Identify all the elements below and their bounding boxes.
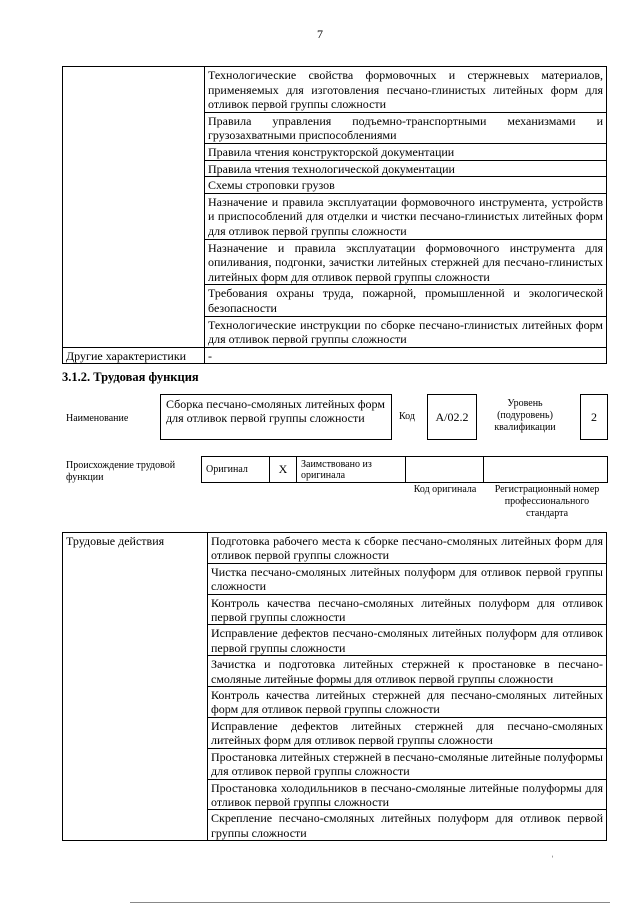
level-value-box: 2 [580,394,608,440]
table-row [63,67,607,113]
code-value-box: A/02.2 [427,394,477,440]
labor-action-item: Простановка холодильников в песчано-смоляные литейные полуформы для отливок первой группы сложности [208,779,607,810]
function-name-box: Сборка песчано-смоляных литейных форм для отливок первой группы сложности [160,394,392,440]
labor-action-item: Зачистка и подготовка литейных стержней к простановке в песчано-смоляные литейные формы для отливок первой группы сложности [208,656,607,687]
knowledge-item: Схемы строповки грузов [205,177,607,194]
origin-label: Происхождение трудовой функции [66,460,176,483]
original-code-caption: Код оригинала [413,484,477,495]
original-code-cell [406,456,484,483]
knowledge-item: Технологические свойства формовочных и стержневых материалов, применяемых для изготовления песчано-глинистых литейных форм для отливок первой группы сложности [205,67,607,113]
code-label: Код [399,411,415,422]
labor-actions-table [62,532,607,841]
level-label: Уровень (подуровень) квалификации [494,398,556,433]
scan-edge-line [130,902,610,903]
other-characteristics-label: Другие характеристики [63,347,205,364]
knowledge-item: Требования охраны труда, пожарной, промышленной и экологической безопасности [205,285,607,316]
borrowed-label: Заимствовано из оригинала [297,456,406,483]
empty-label-cell [63,67,205,348]
registration-number-caption: Регистрационный номер профессионального стандарта [494,484,600,519]
origin-row [201,456,608,483]
section-title: 3.1.2. Трудовая функция [62,370,199,384]
page-number: 7 [317,27,323,41]
labor-action-item: Чистка песчано-смоляных литейных полуформ для отливок первой группы сложности [208,563,607,594]
name-label: Наименование [66,413,129,424]
knowledge-table [62,66,607,364]
original-label: Оригинал [201,456,270,483]
scan-mark: ˒ [551,850,554,860]
labor-action-item: Подготовка рабочего места к сборке песчано-смоляных литейных форм для отливок первой группы сложности [208,533,607,564]
other-characteristics-value: - [205,347,607,364]
knowledge-item: Технологические инструкции по сборке песчано-глинистых литейных форм для отливок первой группы сложности [205,316,607,347]
table-row [63,533,607,564]
knowledge-item: Назначение и правила эксплуатации формовочного инструмента для опиливания, подгонки, зачистки литейных стержней для песчано-глинистых литейных форм для отливок первой группы сложности [205,239,607,285]
labor-action-item: Исправление дефектов литейных стержней для песчано-смоляных литейных форм для отливок первой группы сложности [208,717,607,748]
labor-actions-label: Трудовые действия [63,533,208,841]
registration-number-cell [484,456,608,483]
knowledge-item: Назначение и правила эксплуатации формовочного инструмента, устройств и приспособлений для отделки и чистки песчано-глинистых литейных форм для отливок первой группы сложности [205,193,607,239]
knowledge-item: Правила управления подъемно-транспортными механизмами и грузозахватными приспособлениями [205,112,607,143]
knowledge-item: Правила чтения технологической документации [205,160,607,177]
labor-action-item: Контроль качества литейных стержней для песчано-смоляных литейных форм для отливок первой группы сложности [208,687,607,718]
knowledge-item: Правила чтения конструкторской документации [205,143,607,160]
labor-action-item: Простановка литейных стержней в песчано-смоляные литейные полуформы для отливок первой группы сложности [208,748,607,779]
labor-action-item: Скрепление песчано-смоляных литейных полуформ для отливок первой группы сложности [208,810,607,841]
table-row [63,347,607,364]
original-mark: X [270,456,297,483]
labor-action-item: Исправление дефектов песчано-смоляных литейных полуформ для отливок первой группы сложности [208,625,607,656]
labor-action-item: Контроль качества песчано-смоляных литейных полуформ для отливок первой группы сложности [208,594,607,625]
